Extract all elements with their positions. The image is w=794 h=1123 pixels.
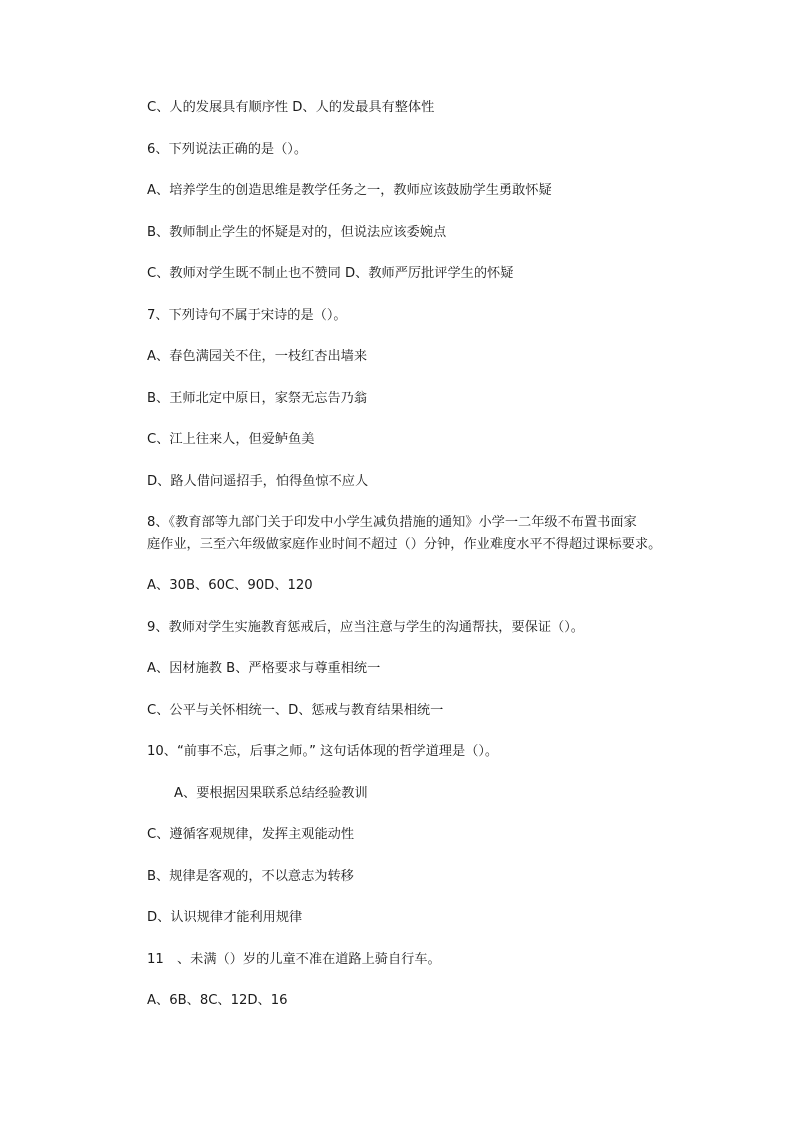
q7-option-c: C、江上往来人，但爱鲈鱼美 <box>147 432 315 447</box>
q6-option-c-d: C、教师对学生既不制止也不赞同 D、教师严厉批评学生的怀疑 <box>147 266 514 281</box>
q8-stem-line-1: 8、《教育部等九部门关于印发中小学生减负措施的通知》小学一二年级不布置书面家 <box>147 515 637 530</box>
q11-options: A、6B、8C、12D、16 <box>147 993 288 1008</box>
q10-option-b: B、规律是客观的，不以意志为转移 <box>147 869 354 884</box>
q7-stem: 7、下列诗句不属于宋诗的是（）。 <box>147 308 347 323</box>
q9-option-c-d: C、公平与关怀相统一、D、惩戒与教育结果相统一 <box>147 703 444 718</box>
q5-option-c-d: C、人的发展具有顺序性 D、人的发最具有整体性 <box>147 100 435 115</box>
q6-stem: 6、下列说法正确的是（）。 <box>147 142 308 157</box>
q6-option-a: A、培养学生的创造思维是教学任务之一，教师应该鼓励学生勇敢怀疑 <box>147 183 552 198</box>
q9-option-a-b: A、因材施教 B、严格要求与尊重相统一 <box>147 661 381 676</box>
q10-option-a: A、要根据因果联系总结经验教训 <box>174 786 368 801</box>
q10-option-d: D、认识规律才能利用规律 <box>147 910 303 925</box>
q11-stem: 11 、未满（）岁的儿童不准在道路上骑自行车。 <box>147 952 441 967</box>
q7-option-b: B、王师北定中原日，家祭无忘告乃翁 <box>147 391 368 406</box>
q8-stem-line-2: 庭作业，三至六年级做家庭作业时间不超过（）分钟，作业难度水平不得超过课标要求。 <box>147 537 662 552</box>
q8-options: A、30B、60C、90D、120 <box>147 578 313 593</box>
q6-option-b: B、教师制止学生的怀疑是对的，但说法应该委婉点 <box>147 225 447 240</box>
q10-stem: 10、“前事不忘，后事之师。” 这句话体现的哲学道理是（）。 <box>147 744 499 759</box>
q7-option-d: D、路人借问遥招手，怕得鱼惊不应人 <box>147 474 369 489</box>
q10-option-c: C、遵循客观规律，发挥主观能动性 <box>147 827 355 842</box>
q7-option-a: A、春色满园关不住，一枝红杏出墙来 <box>147 349 368 364</box>
q9-stem: 9、教师对学生实施教育惩戒后，应当注意与学生的沟通帮扶，要保证（）。 <box>147 620 584 635</box>
